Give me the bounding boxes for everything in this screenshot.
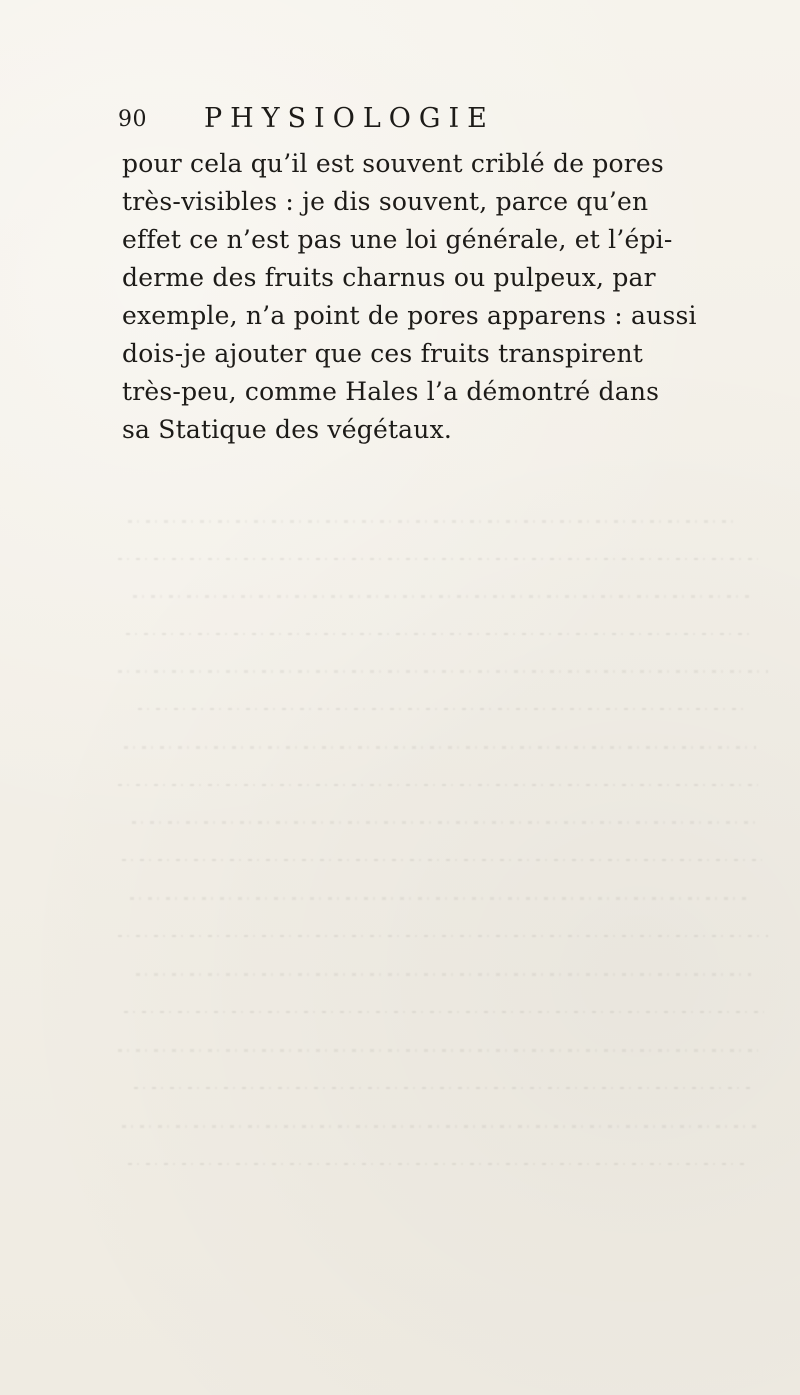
show-through-bleed [118,500,778,1190]
text-line: effet ce n’est pas une loi générale, et l’épi- [122,225,673,254]
page-number: 90 [118,107,147,132]
text-line: exemple, n’a point de pores apparens : aussi [122,301,697,330]
text-line: pour cela qu’il est souvent criblé de pores [122,149,664,178]
text-line: très-peu, comme Hales l’a démontré dans [122,377,660,406]
running-head: PHYSIOLOGIE [204,103,495,134]
text-line: dois-je ajouter que ces fruits transpirent [122,339,644,368]
page-header [118,103,678,137]
text-line: sa Statique des végétaux. [122,415,453,444]
text-line: très-visibles : je dis souvent, parce qu’en [122,187,649,216]
paragraph [122,145,697,449]
text-line: derme des fruits charnus ou pulpeux, par [122,263,656,292]
